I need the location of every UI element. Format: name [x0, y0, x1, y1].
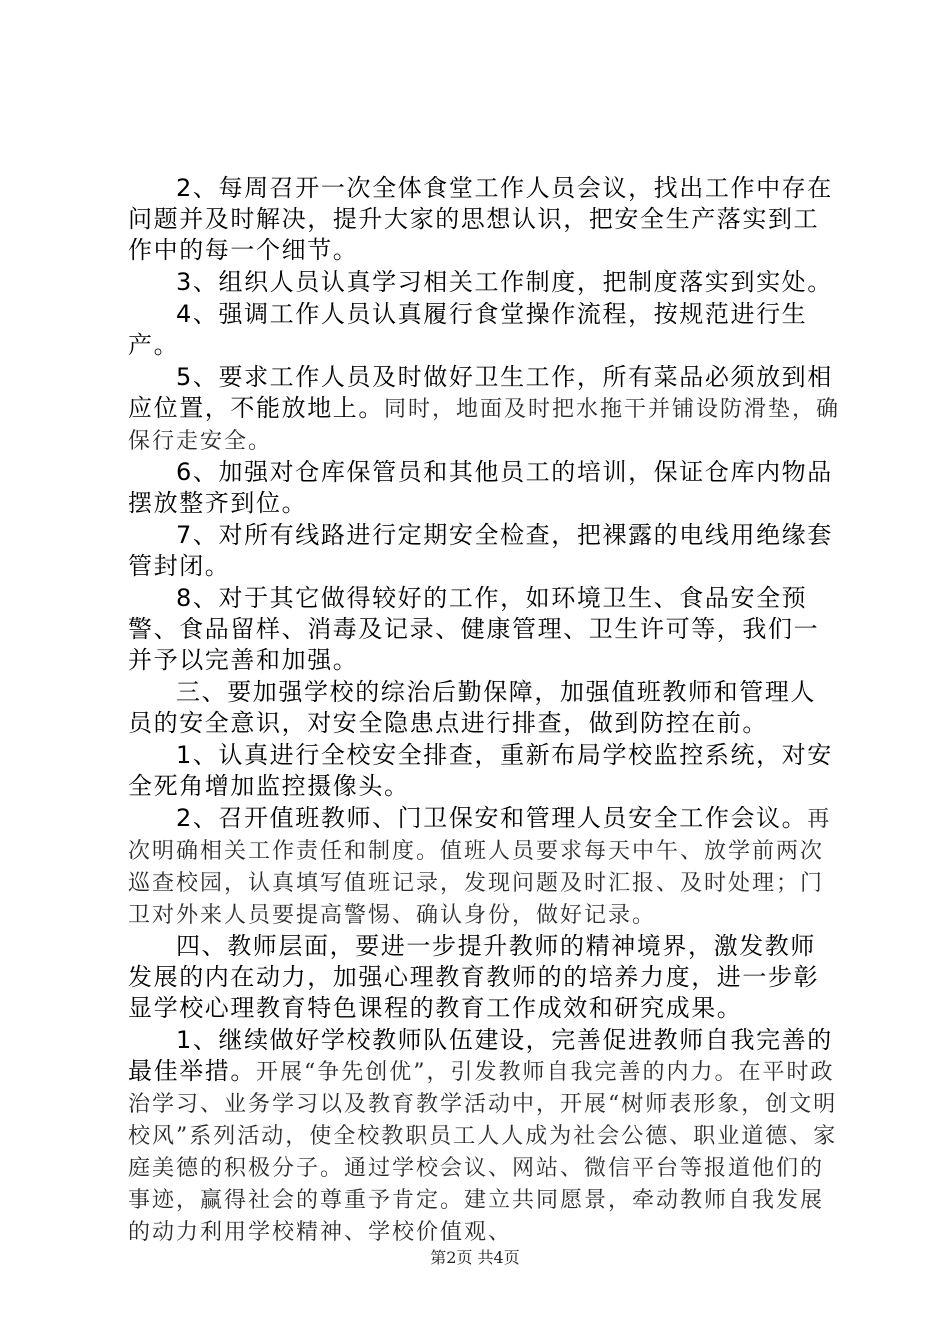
paragraph-text: 7、对所有线路进行定期安全检查，把裸露的电线用绝缘套管封闭。 [128, 521, 833, 580]
paragraph-text: 2、召开值班教师、门卫保安和管理人员安全工作会议。 [176, 804, 808, 832]
page-footer: 第2页 共4页 [430, 1248, 520, 1267]
paragraph-text-continued: 同时，地面及时把水拖干并铺设防滑垫，确保行走安全。 [128, 397, 841, 454]
paragraph [128, 803, 840, 931]
paragraph [128, 740, 840, 803]
paragraph-text: 3、组织人员认真学习相关工作制度，把制度落实到实处。 [176, 268, 833, 296]
paragraph [128, 457, 840, 520]
paragraph [128, 299, 840, 362]
paragraph [128, 267, 840, 299]
paragraph [128, 520, 840, 583]
paragraph-text: 1、继续做好学校教师队伍建设，完善促进教师自我完善的最佳举措。 [128, 1026, 833, 1085]
paragraph-text: 6、加强对仓库保管员和其他员工的培训，保证仓库内物品摆放整齐到位。 [128, 458, 833, 517]
paragraph-text: 1、认真进行全校安全排查，重新布局学校监控系统，对安全死角增加监控摄像头。 [128, 741, 833, 800]
paragraph-text: 5、要求工作人员及时做好卫生工作，所有菜品必须放到相应位置，不能放地上。 [128, 363, 833, 422]
paragraph [128, 677, 840, 740]
paragraph-text-continued: 开展“争先创优”，引发教师自我完善的内力。在平时政治学习、业务学习以及教育教学活动中，开展“树师表形象，创文明校风”系列活动，使全校教职员工人人成为社会公德、职业道德、家庭美德的积极分子。通过学校会议、网站、微信平台等报道他们的事迹，赢得社会的尊重予肯定。建立共同愿景，牵动教师自我发展的动力利用学校精神、学校价值观、 [128, 1060, 838, 1245]
paragraph [128, 362, 840, 457]
paragraph-text: 四、教师层面，要进一步提升教师的精神境界，激发教师发展的内在动力，加强心理教育教师的的培养力度，进一步彰显学校心理教育特色课程的教育工作成效和研究成果。 [128, 932, 820, 1022]
paragraph [128, 583, 840, 677]
document-body [128, 173, 840, 1248]
paragraph [128, 1025, 840, 1248]
paragraph [128, 173, 840, 267]
paragraph-text: 三、要加强学校的综治后勤保障，加强值班教师和管理人员的安全意识，对安全隐患点进行排查，做到防控在前。 [128, 678, 816, 737]
paragraph-text: 2、每周召开一次全体食堂工作人员会议，找出工作中存在问题并及时解决，提升大家的思想认识，把安全生产落实到工作中的每一个细节。 [128, 174, 833, 264]
paragraph-text-continued: 再次明确相关工作责任和制度。值班人员要求每天中午、放学前两次巡查校园，认真填写值班记录，发现问题及时汇报、及时处理；门卫对外来人员要提高警惕、确认身份，做好记录。 [128, 807, 832, 928]
paragraph-text: 8、对于其它做得较好的工作，如环境卫生、食品安全预警、食品留样、消毒及记录、健康管理、卫生许可等，我们一并予以完善和加强。 [128, 584, 820, 674]
paragraph-text: 4、强调工作人员认真履行食堂操作流程，按规范进行生产。 [128, 300, 808, 359]
paragraph [128, 931, 840, 1025]
